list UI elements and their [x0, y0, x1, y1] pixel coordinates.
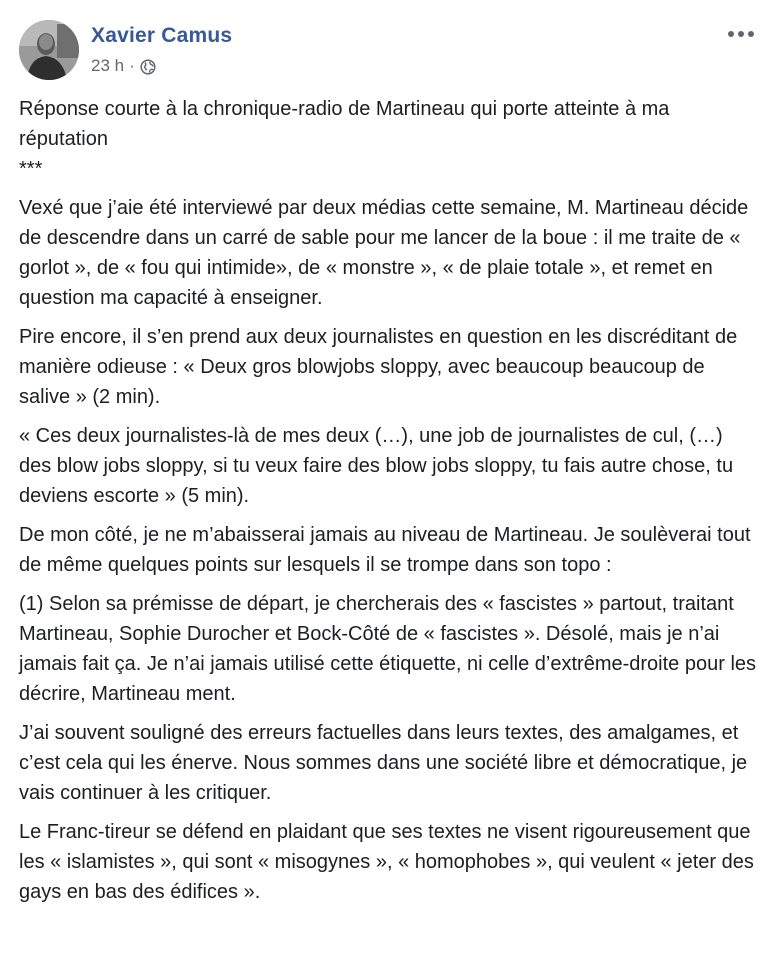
post-meta [91, 56, 156, 76]
avatar[interactable] [19, 20, 79, 80]
post-header [19, 20, 759, 82]
post-paragraph: (1) Selon sa prémisse de départ, je chercherais des « fascistes » partout, traitant Martineau, Sophie Durocher et Bock-Côté de « fascistes ». Désolé, mais je n’ai jamais fait ça. Je n’ai jamais utilisé cette étiquette, ni celle d’extrême-droite pour les décrire, Martineau ment. [19, 593, 757, 705]
profile-photo [19, 20, 79, 80]
post-paragraph: J’ai souvent souligné des erreurs factuelles dans leurs textes, des amalgames, et c’est cela qui les énerve. Nous sommes dans une société libre et démocratique, je vais continuer à les critiquer. [19, 722, 748, 804]
author-name[interactable]: Xavier Camus [91, 24, 233, 47]
globe-icon[interactable] [140, 59, 156, 75]
post-paragraph: Le Franc-tireur se défend en plaidant que ses textes ne visent rigoureusement que les « islamistes », qui sont « misogynes », « homophobes », qui veulent « jeter des gays en bas des édifices ». [19, 821, 754, 903]
post-paragraph: « Ces deux journalistes-là de mes deux (…), une job de journalistes de cul, (…) des blow jobs sloppy, si tu veux faire des blow jobs sloppy, tu fais autre chose, tu deviens escorte » (5 min). [19, 425, 734, 507]
post-paragraph: Vexé que j’aie été interviewé par deux médias cette semaine, M. Martineau décide de descendre dans un carré de sable pour me lancer de la boue : il me traite de « gorlot », de « fou qui intimide», de « monstre », « de plaie totale », et remet en question ma capacité à enseigner. [19, 197, 749, 309]
post-paragraph: Réponse courte à la chronique-radio de Martineau qui porte atteinte à ma réputation [19, 98, 670, 150]
post-paragraph: *** [19, 158, 43, 180]
more-options-icon[interactable] [723, 22, 759, 46]
post-paragraph: De mon côté, je ne m’abaisserai jamais au niveau de Martineau. Je soulèverai tout de même quelques points sur lesquels il se trompe dans son topo : [19, 524, 751, 576]
meta-separator: · [129, 56, 135, 75]
post-timestamp[interactable]: 23 h [91, 56, 125, 75]
post-paragraph: Pire encore, il s’en prend aux deux journalistes en question en les discréditant de manière odieuse : « Deux gros blowjobs sloppy, avec beaucoup beaucoup de salive » (2 min). [19, 326, 738, 408]
post-body [19, 94, 759, 916]
